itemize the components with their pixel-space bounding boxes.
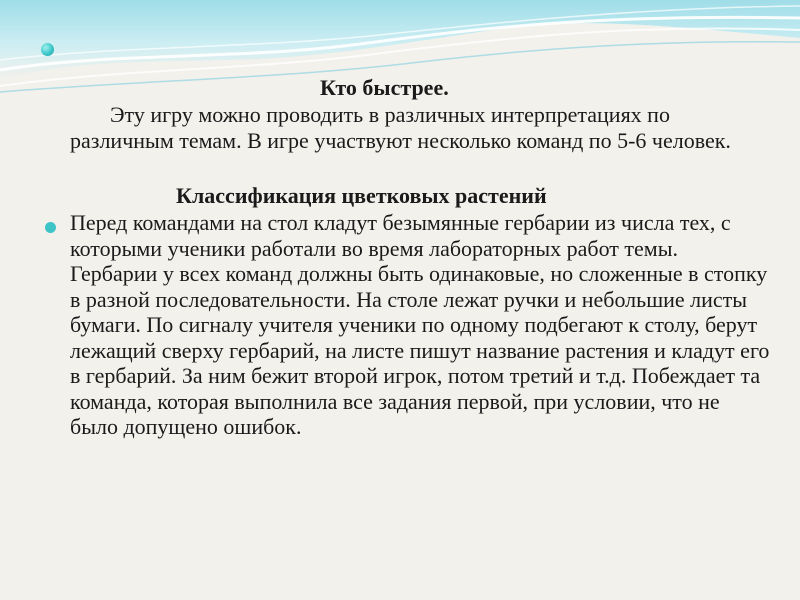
body-bullet-icon xyxy=(45,222,56,233)
slide-heading: Кто быстрее. xyxy=(320,75,449,100)
section-subheading: Классификация цветковых растений xyxy=(176,183,547,208)
body-paragraph: Перед командами на стол кладут безымянные гербарии из числа тех, с которыми ученики работали во время лабораторных работ темы. Гербарии у всех команд должны быть одинаковые, но сложенные в стопку в разной последовательности. На столе лежат ручки и небольшие листы бумаги. По сигналу учителя ученики по одному подбегают к столу, берут лежащий сверху гербарий, на листе пишут название растения и кладут его в гербарий. За ним бежит второй игрок, потом третий и т.д. Побеждает та команда, которая выполнила все задания первой, при условии, что не было допущено ошибок. xyxy=(70,210,770,439)
intro-paragraph: Эту игру можно проводить в различных интерпретациях по различным темам. В игре участвуют несколько команд по 5-6 человек. xyxy=(70,102,731,153)
